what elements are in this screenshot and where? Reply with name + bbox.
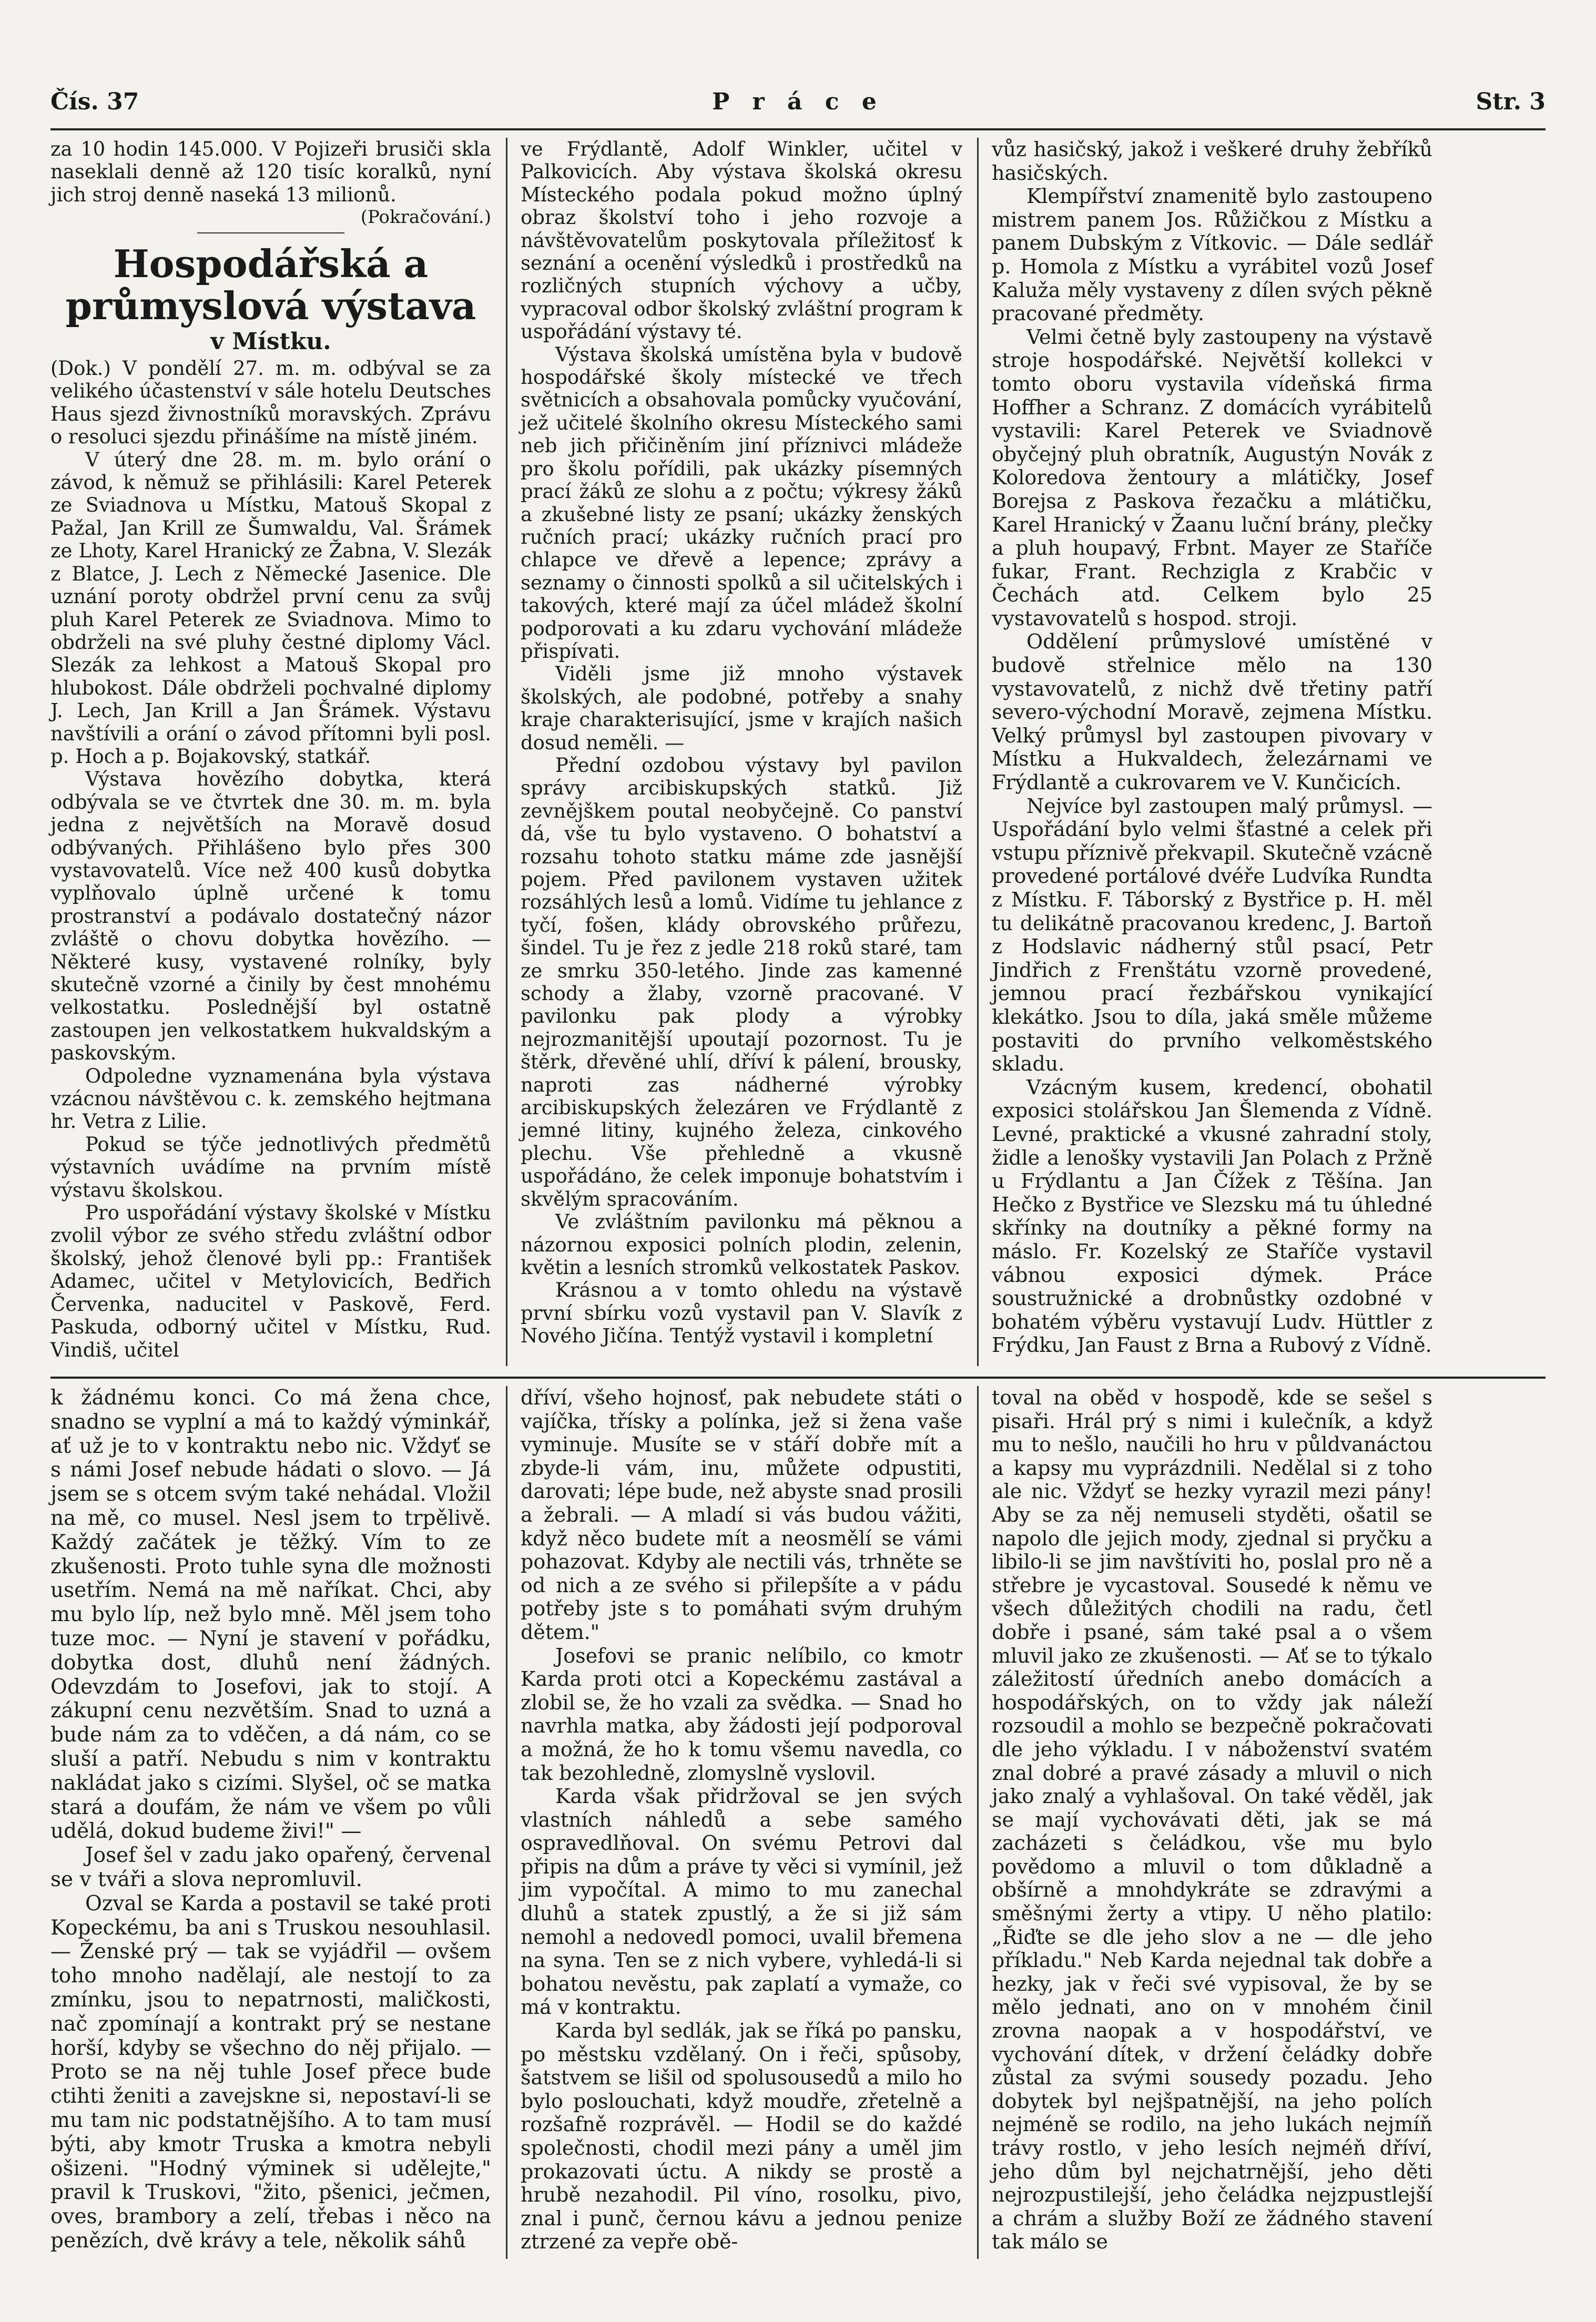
- paragraph: Pokud se týče jednotlivých předmětů výstavních uvádíme na prvním místě výstavu školskou.: [50, 1133, 491, 1201]
- column-divider: [977, 1386, 979, 2259]
- column-divider: [506, 138, 507, 1366]
- paragraph: Ve zvláštním pavilonku má pěknou a názornou exposici polních plodin, zelenin, květin a lesních stromků velkostatek Paskov.: [521, 1210, 962, 1279]
- paragraph: za 10 hodin 145.000. V Pojizeři brusiči skla naseklali denně až 120 tisíc koralků, nyní jich stroj denně naseká 13 milionů.: [50, 138, 491, 206]
- page-number: Str. 3: [1476, 88, 1546, 115]
- paragraph: Klempířství znamenitě bylo zastoupeno mistrem panem Jos. Růžičkou z Místku a panem Dubským z Vítkovic. — Dále sedlář p. Homola z Místku a vyrábitel vozů Josef Kaluža měly vystaveny z dílen svých pěkně pracované předměty.: [992, 185, 1432, 325]
- paragraph: Odpoledne vyznamenána byla výstava vzácnou návštěvou c. k. zemského hejtmana hr. Vetra z Lilie.: [50, 1064, 491, 1133]
- paragraph: Oddělení průmyslové umístěné v budově střelnice mělo na 130 vystavovatelů, z nichž dvě třetiny patří severo-východní Moravě, zejmena Místku. Velký průmysl byl zastoupen pivovary v Místku a Hukvaldech, železárnami ve Frýdlantě a cukrovarem ve V. Kunčicích.: [992, 630, 1432, 795]
- paragraph: Viděli jsme již mnoho výstavek školských, ale podobné, potřeby a snahy kraje charakterisující, jsme v krajích našich dosud neměli. —: [521, 663, 962, 754]
- top-column-3: [992, 138, 1432, 1357]
- divider: [197, 232, 344, 233]
- page-header: [50, 88, 1546, 130]
- section-rule: [50, 1377, 1546, 1379]
- paragraph: k žádnému konci. Co má žena chce, snadno se vyplní a má to každý výminkář, ať už je to v kontraktu nebo nic. Vždyť se s námi Josef nebude hádati o slovo. — Já jsem se s otcem svým také nehádal. Vložil na mě, co musel. Nesl jsem to trpělivě. Každý začátek je těžký. Vím to ze zkušenosti. Proto tuhle syna dle možnosti usetřím. Nemá na mě naříkat. Chci, aby mu bylo líp, než bylo mně. Měl jsem toho tuze moc. — Nyní je stavení v pořádku, dobytka dost, dluhů není žádných. Odevzdám to Josefovi, jak to stojí. A zákupní cenu nezvětším. Snad to uzná a bude nám za to vděčen, a dá nám, co se sluší a patří. Nebudu s nim v kontraktu nakládat jako s cizími. Slyšel, oč se matka stará a doufám, že nám ve všem po vůli udělá, dokud budeme živi!" —: [50, 1386, 491, 1844]
- issue-number: Čís. 37: [50, 88, 139, 115]
- column-divider: [977, 138, 979, 1366]
- paragraph: (Dok.) V pondělí 27. m. m. odbýval se za velikého účastenství v sále hotelu Deutsches Haus sjezd živnostníků moravských. Zprávu o resoluci sjezdu přinášíme na místě jiném.: [50, 357, 491, 449]
- header-rule: [50, 128, 1546, 130]
- paragraph: ve Frýdlantě, Adolf Winkler, učitel v Palkovicích. Aby výstava školská okresu Místeckého podala pokud možno úplný obraz školství toho i jeho rozvoje a návštěvovatelům poskytovala příležitosť k seznání a ocenění výsledků i prostředků na rozličných stupních výchovy a učby, vypracoval odbor školský zvláštní program k uspořádání výstavy té.: [521, 138, 962, 343]
- paragraph: dříví, všeho hojnosť, pak nebudete státi o vajíčka, třísky a polínka, jež si žena vaše vyminuje. Musíte se v stáří dobře mít a zbyde-li vám, inu, můžete odpustiti, darovati; lépe bude, než abyste snad prosili a žebrali. — A mladí si vás budou vážiti, když něco budete mít a neosmělí se vámi pohazovat. Kdyby ale nectili vás, trhněte se od nich a ze svého si přilepšíte a v pádu potřeby jste s to pomáhati svým druhým dětem.": [521, 1386, 962, 1644]
- paragraph: Josefovi se pranic nelíbilo, co kmotr Karda proti otci a Kopeckému zastával a zlobil se, že ho vzali za svědka. — Snad ho navrhla matka, aby žádosti její podporoval a možná, že ho k tomu všemu navedla, co tak bezohledně, zlomyslně vyslovil.: [521, 1644, 962, 1785]
- paragraph: V úterý dne 28. m. m. bylo orání o závod, k němuž se přihlásili: Karel Peterek ze Sviadnova u Místku, Matouš Skopal z Pažal, Jan Krill ze Šumwaldu, Val. Šrámek ze Lhoty, Karel Hranický ze Žabna, V. Slezák z Blatce, J. Lech z Německé Jasenice. Dle uznání poroty obdržel první cenu za svůj pluh Karel Peterek ze Sviadnova. Mimo to obdrželi na své pluhy čestné diplomy Václ. Slezák za lehkost a Matouš Skopal pro hlubokost. Dále obdrželi pochvalné diplomy J. Lech, Jan Krill a Jan Šrámek. Výstavu navštívili a orání o závod přítomni byli posl. p. Hoch a p. Bojakovský, statkář.: [50, 448, 491, 768]
- bottom-column-1: [50, 1386, 491, 2253]
- bottom-column-3: [992, 1386, 1432, 2254]
- paragraph: Výstava školská umístěna byla v budově hospodářské školy místecké ve třech světnicích a obsahovala pomůcky vyučování, jež učitelé školního okresu Místeckého sami neb jich přičiněním jiní příznivci mládeže pro školu pořídili, pak ukázky písemných prací žáků ze slohu a z počtu; výkresy žáků a zkušebné listy ze psaní; ukázky ženských ručních prací; ukázky ručních prací pro chlapce ve dřevě a lepence; zprávy a seznamy o činnosti spolků a sil učitelských i takových, které mají za účel mládež školní podporovati a ku zdaru vychování mládeže přispívati.: [521, 343, 962, 663]
- paragraph: Krásnou a v tomto ohledu na výstavě první sbírku vozů vystavil pan V. Slavík z Nového Jičína. Tentýž vystavil i kompletní: [521, 1279, 962, 1348]
- paragraph: Přední ozdobou výstavy byl pavilon správy arcibiskupských statků. Již zevnějškem poutal neobyčejně. Co panství dá, vše tu bylo vystaveno. O bohatství a rozsahu tohoto statku máme zde jasnější pojem. Před pavilonem vystaven užitek rozsáhlých lesů a lomů. Vidíme tu jehlance z tyčí, fošen, klády obrovského průřezu, šindel. Tu je řez z jedle 218 roků staré, tam ze smrku 350-letého. Jinde zas kamenné schody a žlaby, vzorně pracované. V pavilonku pak plody a výrobky nejrozmanitější upoutají pozornost. Tu je štěrk, dřevěné uhlí, dříví k pálení, brousky, naproti zas nádherné výrobky arcibiskupských železáren ve Frýdlantě z jemné litiny, kujného železa, cinkového plechu. Vše přehledně a vkusně uspořádáno, že celek imponuje bohatstvím i skvělým spracováním.: [521, 753, 962, 1210]
- paragraph: vůz hasičský, jakož i veškeré druhy žebříků hasičských.: [992, 138, 1432, 185]
- paragraph: Karda byl sedlák, jak se říká po pansku, po městsku vzdělaný. On i řeči, spůsoby, šatstvem se lišil od spolusousedů a milo ho bylo poslouchati, když moudře, zřetelně a rozšafně rozprávěl. — Hodil se do každé společnosti, chodil mezi pány a uměl jim prokazovati úctu. A nikdy se prostě a hrubě nezahodil. Pil víno, rosolku, pivo, znal i punč, černou kávu a jednou penize ztrzené za vepře obě-: [521, 2019, 962, 2254]
- top-column-1: [50, 138, 491, 1361]
- paragraph: toval na oběd v hospodě, kde se sešel s pisaři. Hrál prý s nimi i kulečník, a když mu to nešlo, naučili ho hru v půldvanáctou a kapsy mu vyprázdnili. Nedělal si z toho ale nic. Vždyť se hezky vyrazil mezi pány! Aby se za něj nemuseli styděti, ošatil se napolo dle jejich mody, zjednal si pryčku a libilo-li se jim navštíviti ho, poslal pro ně a střebre je vycastoval. Sousedé k němu ve všech důležitých chodili na radu, četl dobře i psané, sám také psal a o všem mluvil jako ze zkušenosti. — Ať se to týkalo záležitostí úředních anebo domácích a hospodářských, on to vždy jak náleží rozsoudil a mohlo se bezpečně pokračovati dle jeho výkladu. I v náboženství svatém znal dobré a pravé zásady a mluvil o nich jako znalý a vyhlašoval. On také věděl, jak se mají vychovávati děti, jak se má zacházeti s čeládkou, vše mu bylo povědomo a mluvil o tom důkladně a obšírně a mnohdykráte se zdravými a směšnými žerty a vtipy. U něho platilo: „Řiďte se dle jeho slov a ne — dle jeho příkladu." Neb Karda nejednal tak dobře a hezky, jak v řeči své vypisoval, že by se mělo jednati, ano on v mnohém činil zrovna naopak a v hospodářství, ve vychování dítek, v držení čeládky dobře zůstal za svými sousedy pozadu. Jeho dobytek byl nejšpatnější, na jeho polích nejméně se rodilo, na jeho lukách nejmíň trávy rostlo, v jeho lesích nejméň dříví, jeho dům byl nejchatrnější, jeho děti nejrozpustilejší, jeho čeládka nejzpustlejší a chrám a služby Boží ze žádného stavení tak málo se: [992, 1386, 1432, 2254]
- paragraph: Ozval se Karda a postavil se také proti Kopeckému, ba ani s Truskou nesouhlasil. — Ženské prý — tak se vyjádřil — ovšem toho mnoho nadělají, ale nestojí to za zmínku, jsou to nepatrnosti, maličkosti, nač zpomínají a kontrakt prý se nestane horší, kdyby se všechno do něj přijalo. — Proto se na něj tuhle Josef přece bude ctihti ženiti a zavejskne si, nepostaví-li se mu tam nic podstatnějšího. A to tam musí býti, aby kmotr Truska a kmotra nebyli ošizeni. "Hodný výminek si udělejte," pravil k Truskovi, "žito, pšenici, ječmen, oves, brambory a zelí, třebas i něco na penězích, dvě krávy a tele, několik sáhů: [50, 1891, 491, 2253]
- article-headline: Hospodářská a průmyslová výstava: [65, 241, 476, 328]
- paragraph: Josef šel v zadu jako opařený, červenal se v tváři a slova nepromluvil.: [50, 1844, 491, 1891]
- bottom-column-2: [521, 1386, 962, 2254]
- paragraph: Vzácným kusem, kredencí, obohatil exposici stolářskou Jan Šlemenda z Vídně. Levné, praktické a vkusné zahradní stoly, židle a lenošky vystavili Jan Polach z Pržně u Frýdlantu a Jan Čížek z Těšína. Jan Hečko z Bystřice ve Slezsku má tu úhledné skřínky na doutníky a pěkné formy na máslo. Fr. Kozelský ze Staříče vystavil vábnou exposici dýmek. Práce soustružnické a drobnůstky ozdobné v bohatém výběru vystavují Ludv. Hüttler z Frýdku, Jan Faust z Brna a Rubový z Vídně.: [992, 1075, 1432, 1357]
- paragraph: Velmi četně byly zastoupeny na výstavě stroje hospodářské. Největší kollekci v tomto oboru vystavila vídeňská firma Hoffher a Schranz. Z domácích vyrábitelů vystavili: Karel Peterek ve Sviadnově obyčejný pluh obratník, Augustýn Novák z Koloredova žentoury a mlátičky, Josef Borejsa z Paskova řezačku a mlátičku, Karel Hranický v Žaanu luční brány, plečky a pluh houpavý, Frbnt. Mayer ze Staříče fukar, Frant. Rechzigla z Krabčic v Čechách atd. Celkem bylo 25 vystavovatelů s hospod. stroji.: [992, 325, 1432, 630]
- newspaper-title: P r á c e: [712, 88, 884, 115]
- paragraph: Karda však přidržoval se jen svých vlastních náhledů a sebe samého ospravedlňoval. On svému Petrovi dal připis na dům a práve ty věci si vymínil, jež jim vypočítal. A mimo to mu zanechal dluhů a statek zpustlý, a že si již sám nemohl a nedovedl pomoci, uvalil břemena na syna. Ten se z nich vybere, vyhledá-li si bohatou nevěstu, pak zaplatí a vymaže, co má v kontraktu.: [521, 1785, 962, 2019]
- paragraph: Pro uspořádání výstavy školské v Místku zvolil výbor ze svého středu zvláštní odbor školský, jehož členové byli pp.: František Adamec, učitel v Metylovicích, Bedřich Červenka, naducitel v Paskově, Ferd. Paskuda, odborný učitel v Místku, Rud. Vindiš, učitel: [50, 1201, 491, 1361]
- column-divider: [506, 1386, 507, 2259]
- article-subheading: v Místku.: [210, 328, 331, 355]
- paragraph: Výstava hovězího dobytka, která odbývala se ve čtvrtek dne 30. m. m. byla jedna z největších na Moravě dosud odbývaných. Přihlášeno bylo přes 300 vystavovatelů. Více než 400 kusů dobytka vyplňovalo úplně určené k tomu prostranství a podávalo dostatečný názor zvláště o chovu dobytka hovězího. — Některé kusy, vystavené rolníky, byly skutečně vzorné a činily by čest mnohému velkostatku. Poslednější byl ostatně zastoupen jen velkostatkem hukvaldským a paskovským.: [50, 768, 491, 1065]
- continued-note: (Pokračování.): [360, 207, 491, 228]
- paragraph: Nejvíce byl zastoupen malý průmysl. — Uspořádání bylo velmi šťastné a celek při vstupu příznivě překvapil. Skutečně vzácně provedené portálové dvéře Ludvíka Rundta z Místku. F. Táborský z Bystřice p. H. měl tu delikátně pracovanou kredenc, J. Bartoň z Hodslavic nádherný stůl psací, Petr Jindřich z Frenštátu vzorně provedené, jemnou prací řezbářskou vynikající klekátko. Jsou to díla, jaká směle můžeme postaviti do prvního velkoměstského skladu.: [992, 794, 1432, 1076]
- top-column-2: [521, 138, 962, 1348]
